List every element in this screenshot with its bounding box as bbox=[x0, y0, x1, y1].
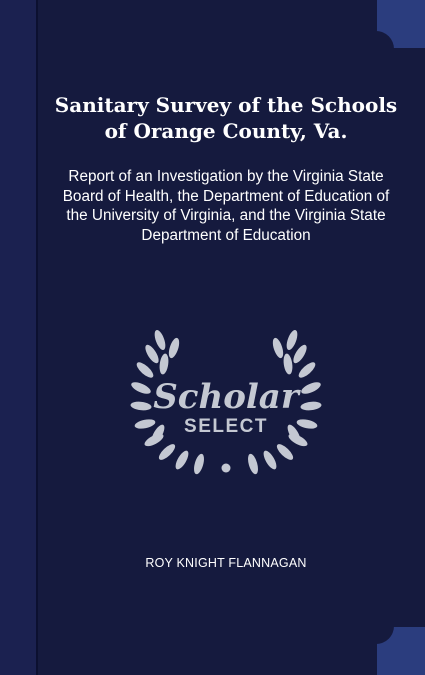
scholar-select-logo bbox=[126, 328, 326, 478]
book-title: Sanitary Survey of the Schools of Orange County, Va. bbox=[54, 93, 398, 143]
corner-ornament-top-right bbox=[377, 0, 425, 48]
logo-select-text: SELECT bbox=[184, 416, 268, 437]
spine-edge bbox=[36, 0, 38, 675]
book-author: ROY KNIGHT FLANNAGAN bbox=[145, 556, 307, 570]
book-spine bbox=[0, 0, 37, 675]
corner-ornament-bottom-right bbox=[377, 627, 425, 675]
logo-scholar-text: Scholar bbox=[153, 377, 299, 417]
book-subtitle: Report of an Investigation by the Virginia State Board of Health, the Department of Education of the University of Virginia, and the Virginia State Department of Education bbox=[62, 168, 390, 244]
